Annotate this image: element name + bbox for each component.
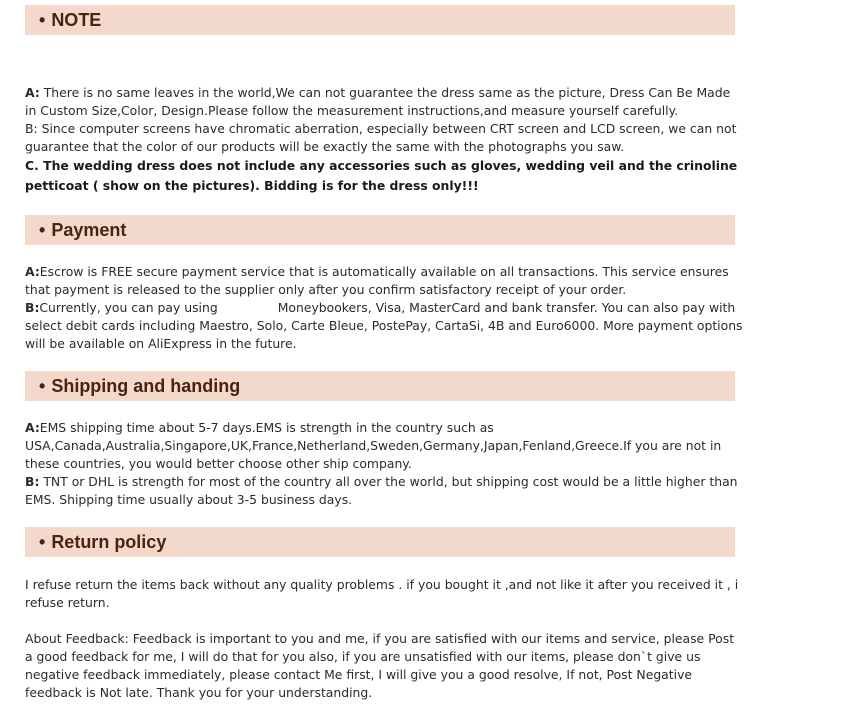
shipping-b-text: TNT or DHL is strength for most of the country all over the world, but shipping cost would be a little higher than EMS. Shipping time usually about 3-5 business days. xyxy=(25,474,738,507)
shipping-b-label: B: xyxy=(25,474,40,489)
shipping-b-paragraph xyxy=(25,473,745,509)
returns-p1: I refuse return the items back without any quality problems . if you bought it ,and not like it after you received it , i refuse return. xyxy=(25,577,739,610)
returns-body xyxy=(25,576,745,702)
shipping-body xyxy=(25,419,745,509)
shipping-a-text: EMS shipping time about 5-7 days.EMS is strength in the country such as USA,Canada,Australia,Singapore,UK,France,Netherland,Sweden,Germany,Japan,Fenland,Greece.If you are not in these countries, you would better choose other ship company. xyxy=(25,420,722,471)
bullet-icon: • xyxy=(39,10,46,30)
payment-heading-bar xyxy=(25,215,735,245)
payment-b-text-2: Moneybookers, Visa, MasterCard and bank transfer. You can also pay with select debit cards including Maestro, Solo, Carte Bleue, PostePay, CartaSi, 4B and Euro6000. More payment options will be available on AliExpress in the future. xyxy=(25,300,743,351)
shipping-heading: Shipping and handing xyxy=(51,376,241,396)
payment-a-text: Escrow is FREE secure payment service that is automatically available on all transactions. This service ensures that payment is released to the supplier only after you confirm satisfactory receipt of your order. xyxy=(25,264,729,297)
shipping-a-paragraph xyxy=(25,419,745,473)
returns-spacer xyxy=(25,612,745,630)
shipping-a-label: A: xyxy=(25,420,40,435)
payment-a-label: A: xyxy=(25,264,40,279)
returns-heading-bar xyxy=(25,527,735,557)
payment-b-label: B: xyxy=(25,300,40,315)
payment-a-paragraph xyxy=(25,263,745,299)
bullet-icon: • xyxy=(39,532,46,552)
note-a-label: A: xyxy=(25,85,40,100)
note-b-paragraph: B: Since computer screens have chromatic aberration, especially between CRT screen and LCD screen, we can not guarantee that the color of our products will be exactly the same with the photographs you saw. xyxy=(25,121,737,154)
payment-body xyxy=(25,263,745,353)
payment-b-text-1: Currently, you can pay using xyxy=(39,300,218,315)
note-heading-bar xyxy=(25,5,735,35)
note-a-text: There is no same leaves in the world,We can not guarantee the dress same as the picture, Dress Can Be Made in Custom Size,Color, Design.Please follow the measurement instructions,and measure yourself carefully. xyxy=(25,85,731,118)
bullet-icon: • xyxy=(39,376,46,396)
bullet-icon: • xyxy=(39,220,46,240)
note-a-paragraph xyxy=(25,84,745,120)
shipping-heading-bar xyxy=(25,371,735,401)
note-body xyxy=(25,84,745,196)
returns-heading: Return policy xyxy=(51,532,167,552)
payment-heading: Payment xyxy=(51,220,127,240)
note-heading: NOTE xyxy=(51,10,102,30)
returns-p2: About Feedback: Feedback is important to you and me, if you are satisfied with our items and service, please Post a good feedback for me, I will do that for you also, if you are unsatisfied with our items, please don`t give us negative feedback immediately, please contact Me first, I will give you a good resolve, If not, Post Negative feedback is Not late. Thank you for your understanding. xyxy=(25,631,735,700)
payment-b-paragraph xyxy=(25,299,745,353)
note-c-paragraph: C. The wedding dress does not include any accessories such as gloves, wedding veil and the crinoline petticoat ( show on the pictures). Bidding is for the dress only!!! xyxy=(25,158,738,193)
